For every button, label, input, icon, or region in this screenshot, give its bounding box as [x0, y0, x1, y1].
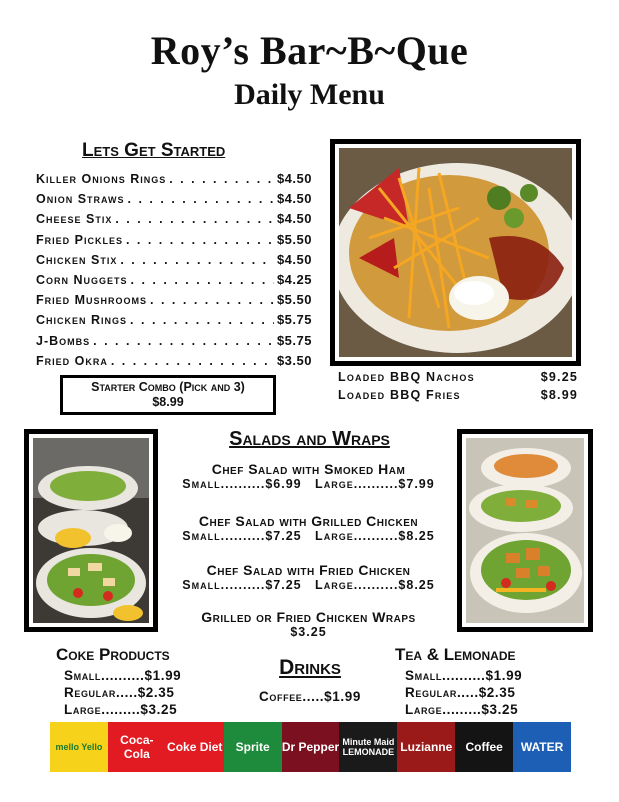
- tea-heading: Tea & Lemonade: [395, 645, 516, 664]
- starter-price: $4.50: [276, 211, 312, 227]
- wraps-price: $3.25: [290, 625, 327, 639]
- salad-image-left: [33, 438, 149, 623]
- starter-price: $3.50: [276, 352, 312, 368]
- nachos-row: [338, 370, 578, 388]
- starter-price: $5.75: [276, 332, 312, 348]
- starter-row: [36, 191, 312, 211]
- nachos-image: [339, 148, 572, 357]
- salad-item: [160, 461, 457, 491]
- starter-row: [36, 333, 312, 353]
- starter-name: Fried Okra: [36, 353, 108, 368]
- starter-price: $5.50: [276, 292, 312, 308]
- leader-dots: [120, 253, 274, 267]
- salad-sizes: Small..........$7.25 Large..........$8.25: [182, 529, 435, 543]
- leader-dots: [150, 293, 274, 307]
- salad-photo-left: [24, 429, 158, 632]
- tea-regular: Regular.....$2.35: [405, 685, 516, 700]
- leader-dots: [128, 192, 274, 206]
- starter-name: Fried Mushrooms: [36, 293, 148, 308]
- brand-logo: Coke Diet: [166, 722, 224, 772]
- brand-logo: WATER: [513, 722, 571, 772]
- brand-logo-strip: [50, 722, 571, 772]
- starter-name: Fried Pickles: [36, 232, 123, 247]
- drinks: [230, 656, 390, 705]
- brand-logo: mello Yello: [50, 722, 108, 772]
- salad-image-right: [466, 438, 584, 623]
- coke-products: [56, 645, 226, 718]
- salad-name: Chef Salad with Fried Chicken: [206, 562, 411, 578]
- tea-small: Small..........$1.99: [405, 668, 523, 683]
- starters-list: [36, 171, 312, 373]
- nachos-price: $9.25: [540, 370, 578, 384]
- salad-item: [160, 513, 457, 543]
- salad-photo-right: [457, 429, 593, 632]
- starter-price: $4.25: [276, 271, 312, 287]
- brand-logo: Dr Pepper: [282, 722, 340, 772]
- salad-name: Chef Salad with Smoked Ham: [211, 461, 406, 477]
- starter-row: [36, 252, 312, 272]
- salad-name: Chef Salad with Grilled Chicken: [198, 513, 419, 529]
- starter-price: $5.50: [276, 231, 312, 247]
- brand-logo: Coca-Cola: [108, 722, 166, 772]
- starter-row: [36, 292, 312, 312]
- starter-name: Killer Onions Rings: [36, 172, 167, 186]
- leader-dots: [115, 212, 274, 226]
- fries-name: Loaded BBQ Fries: [338, 388, 461, 402]
- brand-logo: Luzianne: [397, 722, 455, 772]
- starter-name: Chicken Rings: [36, 313, 128, 328]
- leader-dots: [111, 354, 274, 368]
- starter-name: Corn Nuggets: [36, 272, 128, 287]
- menu-subtitle: Daily Menu: [234, 78, 385, 111]
- starter-price: $4.50: [276, 251, 312, 267]
- starter-row: [36, 171, 312, 191]
- leader-dots: [169, 172, 274, 186]
- combo-label: Starter Combo (Pick and 3): [91, 380, 245, 394]
- drinks-heading: Drinks: [279, 656, 341, 679]
- coke-regular: Regular.....$2.35: [64, 685, 175, 700]
- nachos-prices: [338, 370, 578, 406]
- starter-price: $4.50: [276, 171, 312, 186]
- brand-logo: Minute Maid LEMONADE: [339, 722, 397, 772]
- tea-large: Large.........$3.25: [405, 702, 519, 717]
- starter-combo-box: [60, 375, 276, 415]
- brand-logo: Coffee: [455, 722, 513, 772]
- restaurant-title: Roy’s Bar~B~Que: [150, 28, 469, 73]
- coke-small: Small..........$1.99: [64, 668, 182, 683]
- nachos-name: Loaded BBQ Nachos: [338, 370, 475, 384]
- fries-price: $8.99: [540, 388, 578, 402]
- leader-dots: [93, 334, 274, 348]
- combo-price: $8.99: [152, 395, 184, 409]
- salads-heading: Salads and Wraps: [229, 428, 390, 450]
- nachos-photo: [330, 139, 581, 366]
- starter-row: [36, 353, 312, 373]
- leader-dots: [131, 273, 274, 287]
- starter-name: J-Bombs: [36, 333, 91, 348]
- starter-row: [36, 272, 312, 292]
- starter-name: Chicken Stix: [36, 252, 118, 267]
- salad-item: [160, 609, 457, 639]
- starter-row: [36, 211, 312, 231]
- brand-logo: Sprite: [224, 722, 282, 772]
- salad-sizes: Small..........$7.25 Large..........$8.25: [182, 578, 435, 592]
- fries-row: [338, 388, 578, 406]
- coke-heading: Coke Products: [56, 645, 170, 664]
- starter-name: Onion Straws: [36, 192, 125, 207]
- tea-lemonade: [395, 645, 595, 718]
- leader-dots: [130, 313, 274, 327]
- coke-large: Large.........$3.25: [64, 702, 178, 717]
- salad-item: [160, 562, 457, 592]
- starter-row: [36, 312, 312, 332]
- leader-dots: [126, 233, 274, 247]
- starter-price: $4.50: [276, 191, 312, 207]
- coffee-price: Coffee.....$1.99: [259, 689, 361, 704]
- starters-heading: Lets Get Started: [82, 140, 226, 161]
- starter-row: [36, 232, 312, 252]
- starter-price: $5.75: [276, 312, 312, 328]
- starter-name: Cheese Stix: [36, 212, 113, 227]
- wraps-name: Grilled or Fried Chicken Wraps: [201, 609, 416, 625]
- salad-sizes: Small..........$6.99 Large..........$7.99: [182, 477, 435, 491]
